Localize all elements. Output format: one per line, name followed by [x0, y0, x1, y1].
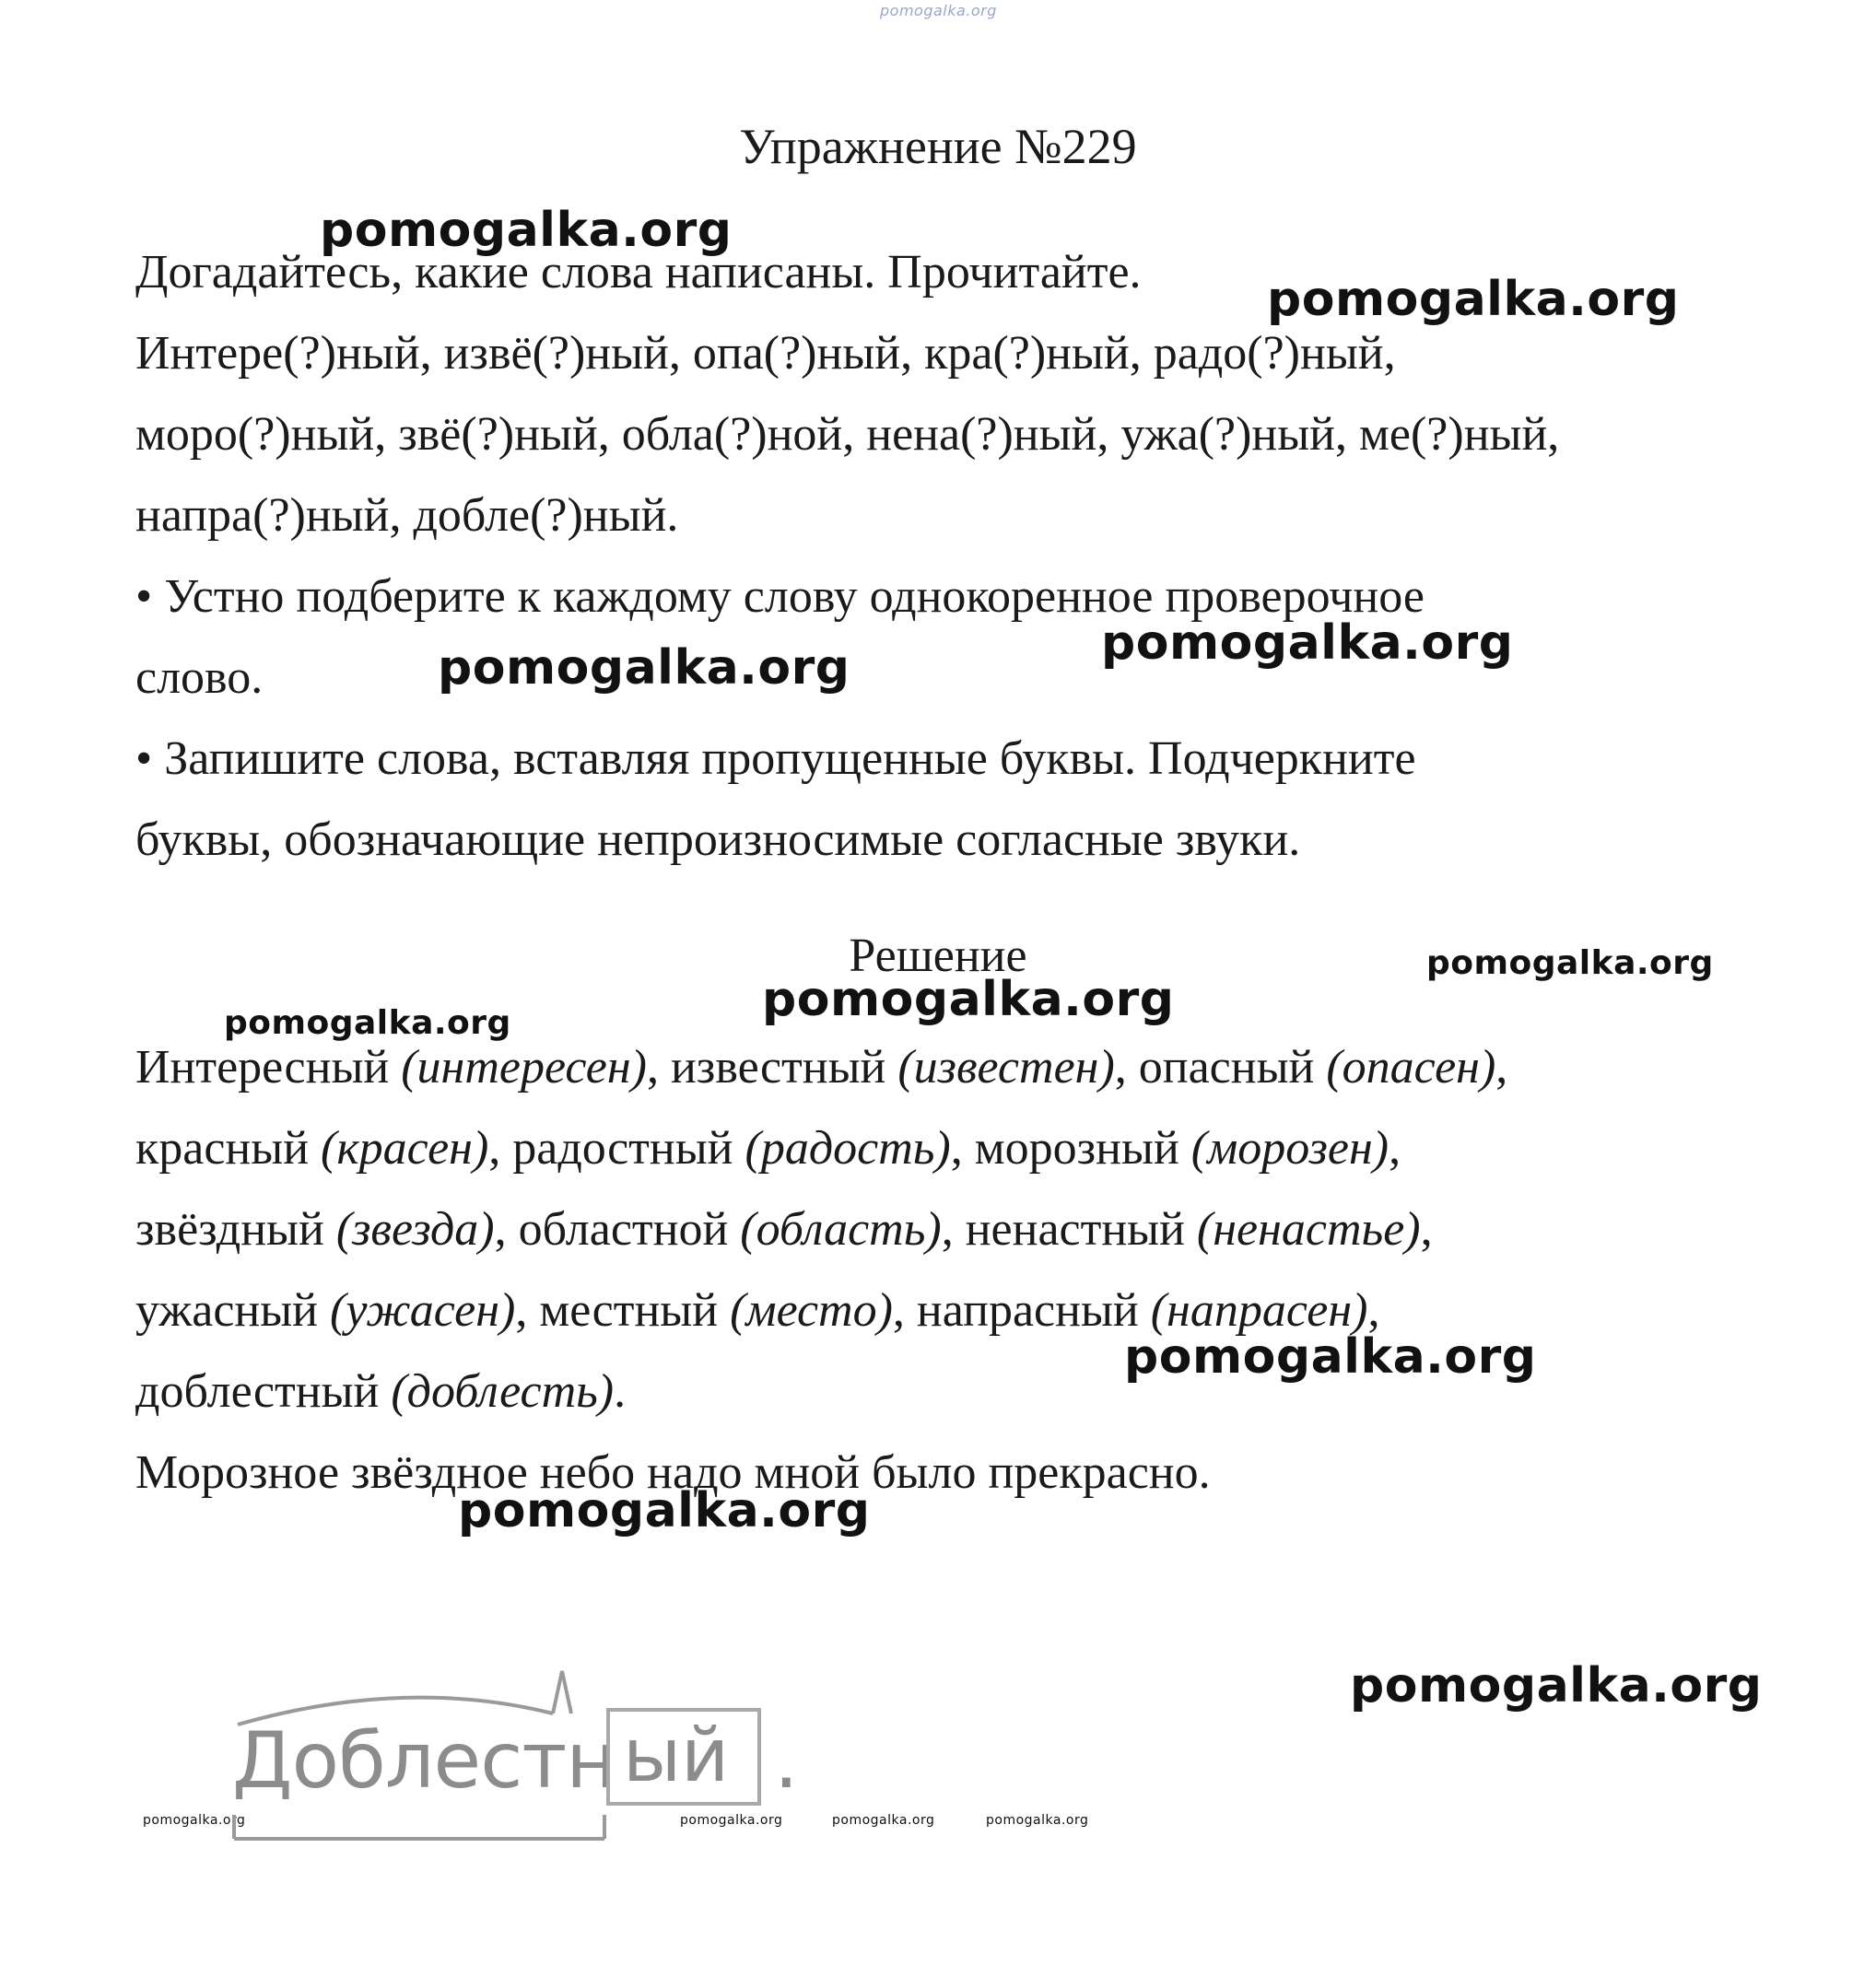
watermark: pomogalka.org: [320, 203, 733, 258]
separator: ,: [515, 1284, 540, 1337]
exercise-title: Упражнение №229: [739, 119, 1137, 174]
check-word: (звезда): [335, 1203, 495, 1256]
answer-word: известный: [670, 1041, 886, 1094]
solution-line: [135, 1108, 1776, 1189]
solution-sentence: Морозное звёздное небо надо мной было прекрасно.: [135, 1446, 1211, 1499]
solution-line: [135, 1189, 1776, 1270]
separator: ,: [1114, 1041, 1139, 1094]
answer-word: ужасный: [135, 1284, 318, 1337]
separator: ,: [488, 1122, 513, 1175]
morpheme-diagram: [221, 1658, 799, 1852]
answer-word: доблестный: [135, 1365, 380, 1418]
watermark-top: pomogalka.org: [880, 2, 997, 19]
exercise-line: Догадайтесь, какие слова написаны. Прочитайте.: [135, 246, 1142, 298]
solution-line: [135, 1270, 1776, 1351]
separator: ,: [646, 1041, 671, 1094]
separator: ,: [892, 1284, 917, 1337]
watermark-footer: pomogalka.org: [680, 1813, 783, 1828]
watermark: pomogalka.org: [224, 1004, 511, 1042]
solution-line: [135, 1027, 1776, 1108]
watermark-footer: pomogalka.org: [143, 1813, 246, 1828]
exercise-line: Интере(?)ный, извё(?)ный, опа(?)ный, кра(?)ный, радо(?)ный,: [135, 327, 1396, 380]
solution-text: [135, 1027, 1776, 1514]
exercise-line: • Устно подберите к каждому слову однокоренное проверочное: [135, 570, 1425, 623]
exercise-line: слово.: [135, 651, 264, 704]
check-word: (ненастье): [1196, 1203, 1421, 1256]
check-word: (доблесть): [391, 1365, 615, 1418]
check-word: (опасен): [1326, 1041, 1496, 1094]
watermark: pomogalka.org: [762, 972, 1175, 1027]
stem-brackets: [234, 1815, 604, 1839]
exercise-line: • Запишите слова, вставляя пропущенные буквы. Подчеркните: [135, 732, 1416, 785]
solution-line: [135, 1351, 1776, 1433]
watermark: pomogalka.org: [458, 1483, 871, 1538]
watermark: pomogalka.org: [438, 640, 850, 696]
separator: ,: [950, 1122, 975, 1175]
exercise-line: моро(?)ный, звё(?)ный, обла(?)ной, нена(?)ный, ужа(?)ный, ме(?)ный,: [135, 408, 1560, 461]
check-word: (напрасен): [1150, 1284, 1368, 1337]
watermark-footer: pomogalka.org: [832, 1813, 935, 1828]
answer-word: опасный: [1138, 1041, 1315, 1094]
answer-word: областной: [518, 1203, 729, 1256]
check-word: (радость): [745, 1122, 951, 1175]
answer-word: красный: [135, 1122, 310, 1175]
answer-word: местный: [539, 1284, 719, 1337]
check-word: (известен): [897, 1041, 1115, 1094]
answer-word: ненастный: [965, 1203, 1185, 1256]
separator: ,: [941, 1203, 966, 1256]
separator: ,: [1420, 1203, 1433, 1256]
watermark: pomogalka.org: [1426, 944, 1714, 982]
ending-box: ый: [606, 1708, 761, 1806]
check-word: (интересен): [401, 1041, 647, 1094]
stamp-dot: .: [774, 1715, 799, 1806]
separator: ,: [1495, 1041, 1508, 1094]
separator: ,: [1367, 1284, 1380, 1337]
exercise-text: [135, 232, 1776, 881]
check-word: (красен): [321, 1122, 489, 1175]
answer-word: Интересный: [135, 1041, 390, 1094]
check-word: (область): [740, 1203, 942, 1256]
solution-heading: Решение: [849, 930, 1027, 982]
separator: .: [614, 1365, 627, 1418]
answer-word: напрасный: [916, 1284, 1139, 1337]
separator: ,: [494, 1203, 519, 1256]
separator: ,: [1389, 1122, 1401, 1175]
check-word: (место): [730, 1284, 893, 1337]
suffix-mark: [553, 1671, 571, 1714]
exercise-line: буквы, обозначающие непроизносимые согласные звуки.: [135, 813, 1301, 866]
watermark: pomogalka.org: [1101, 615, 1514, 671]
watermark: pomogalka.org: [1124, 1329, 1537, 1385]
answer-word: радостный: [512, 1122, 733, 1175]
exercise-line: напра(?)ный, добле(?)ный.: [135, 489, 679, 542]
answer-word: морозный: [974, 1122, 1179, 1175]
watermark: pomogalka.org: [1350, 1658, 1763, 1714]
check-word: (ужасен): [330, 1284, 516, 1337]
stem-text: Доблестн: [232, 1715, 616, 1806]
check-word: (морозен): [1190, 1122, 1389, 1175]
watermark: pomogalka.org: [1267, 272, 1680, 327]
watermark-footer: pomogalka.org: [986, 1813, 1089, 1828]
answer-word: звёздный: [135, 1203, 324, 1256]
